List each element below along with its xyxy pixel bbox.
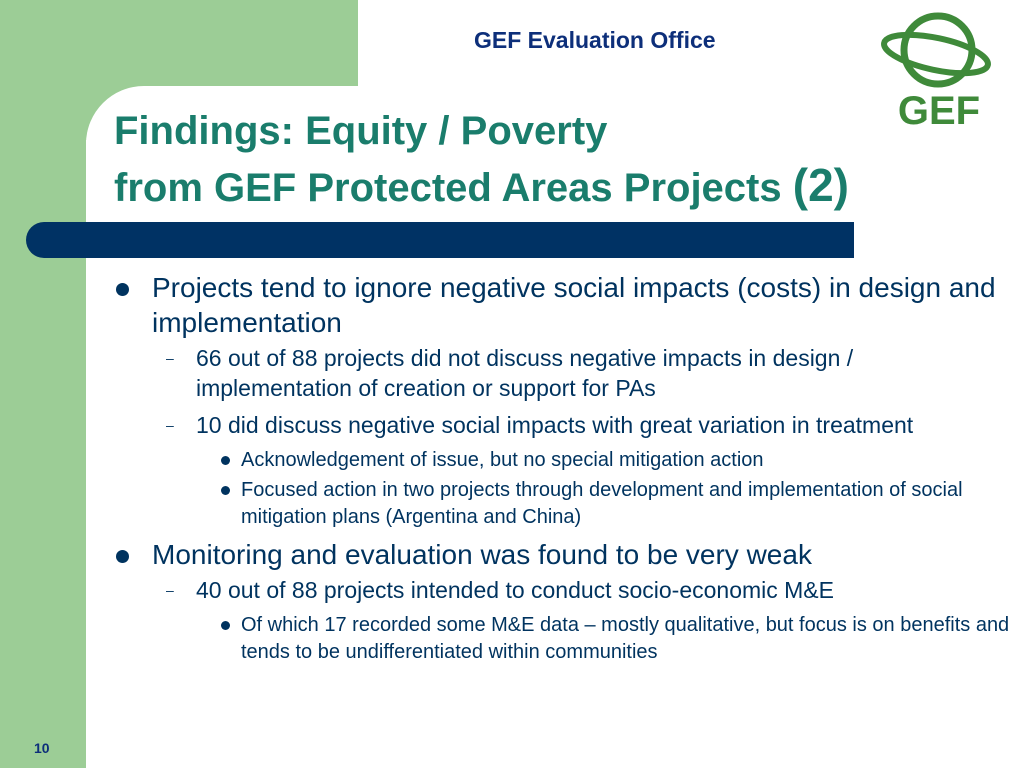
sub-bullet-item — [110, 410, 1010, 440]
dash-icon: – — [166, 582, 174, 598]
sub-bullet-text: 66 out of 88 projects did not discuss negative impacts in design / implementation of creation or support for PAs — [196, 345, 854, 401]
title-divider-bar — [26, 222, 854, 258]
sub-sub-bullet-item — [110, 447, 1010, 474]
sub-sub-bullet-text: Acknowledgement of issue, but no special mitigation action — [241, 449, 764, 471]
office-name: GEF Evaluation Office — [474, 27, 716, 53]
small-round-bullet-icon — [221, 456, 230, 465]
sub-sub-bullet-text: Focused action in two projects through development and implementation of social mitigation plans (Argentina and China) — [241, 479, 963, 528]
slide-body — [110, 270, 1010, 669]
sub-sub-bullet-item — [110, 612, 1010, 666]
slide-title — [114, 104, 849, 215]
gef-logo-icon — [880, 8, 998, 128]
bullet-text: Monitoring and evaluation was found to be very weak — [152, 539, 812, 570]
dash-icon: – — [166, 350, 174, 366]
bullet-text: Projects tend to ignore negative social impacts (costs) in design and implementation — [152, 272, 996, 338]
bullet-item — [110, 537, 1010, 572]
sub-sub-bullet-item — [110, 477, 1010, 531]
small-round-bullet-icon — [221, 621, 230, 630]
small-round-bullet-icon — [221, 486, 230, 495]
logo-text: GEF — [897, 89, 981, 128]
sub-sub-bullet-text: Of which 17 recorded some M&E data – mostly qualitative, but focus is on benefits and tends to be undifferentiated within communities — [241, 614, 1010, 663]
title-line-1: Findings: Equity / Poverty — [114, 109, 608, 153]
sub-bullet-item — [110, 575, 1010, 605]
sub-bullet-item — [110, 343, 1010, 403]
dash-icon: – — [166, 417, 174, 433]
sub-bullet-text: 40 out of 88 projects intended to conduct socio-economic M&E — [196, 577, 834, 603]
sub-bullet-text: 10 did discuss negative social impacts with great variation in treatment — [196, 412, 914, 438]
round-bullet-icon — [116, 550, 129, 563]
bullet-item — [110, 270, 1010, 340]
title-line-2: from GEF Protected Areas Projects — [114, 166, 782, 210]
round-bullet-icon — [116, 283, 129, 296]
page-number: 10 — [34, 740, 50, 756]
title-suffix: (2) — [792, 159, 849, 211]
